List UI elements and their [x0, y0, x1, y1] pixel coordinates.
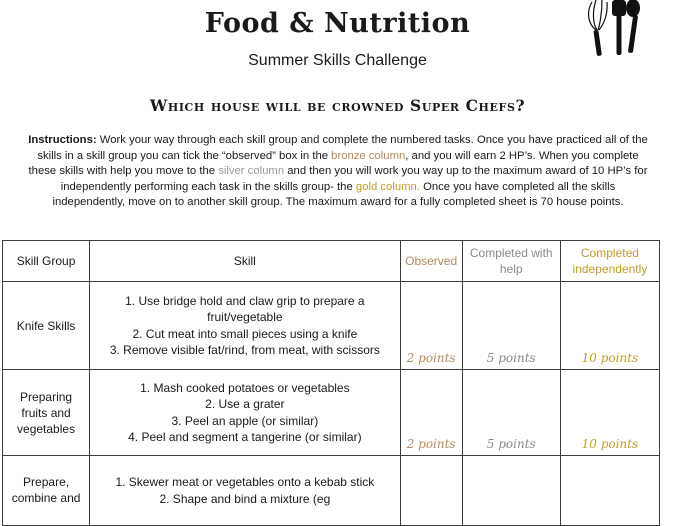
header-observed: Observed	[400, 241, 462, 282]
instructions-text-4: Once you have completed all the skills independently, move on to another skill group. The maximum award for a fully completed sheet is 70 house points.	[52, 180, 624, 209]
instructions-label: Instructions:	[28, 134, 97, 146]
bronze-column-text: bronze column	[331, 149, 406, 162]
skill-item: 2. Shape and bind a mixture (eg	[159, 491, 331, 506]
with-help-points-box[interactable]: 5 points	[462, 370, 560, 456]
header-completed-independently: Completed independently	[560, 241, 659, 282]
gold-column-text: gold column.	[355, 180, 420, 193]
observed-points-box[interactable]: 2 points	[400, 282, 462, 370]
silver-column-text: silver column	[218, 165, 285, 178]
with-help-points-box[interactable]	[462, 456, 560, 526]
skill-group-name: Prepare, combine and	[3, 456, 90, 526]
skill-list-cell	[90, 370, 400, 456]
skill-list-cell	[90, 456, 400, 526]
skill-item: 3. Remove visible fat/rind, from meat, with scissors	[109, 343, 380, 357]
skill-group-name: Preparing fruits and vegetables	[3, 370, 90, 456]
table-header-row	[3, 241, 660, 282]
skills-table	[2, 240, 660, 526]
page-subtitle: Summer Skills Challenge	[248, 52, 427, 69]
table-row	[3, 370, 660, 456]
skill-item: 2. Use a grater	[205, 397, 285, 411]
skill-item: 3. Peel an apple (or similar)	[171, 413, 319, 428]
kitchen-utensils-icon	[578, 0, 642, 60]
observed-points-box[interactable]: 2 points	[400, 370, 462, 456]
instructions-text-3: and then you will work you way up to the maximum award of 10 HP’s for independently performing each task in the skills group- the	[60, 165, 648, 193]
skill-item: 1. Mash cooked potatoes or vegetables	[140, 380, 350, 395]
skill-item: 1. Use bridge hold and claw grip to prepare a fruit/vegetable	[125, 293, 365, 324]
skill-item: 4. Peel and segment a tangerine (or similar)	[128, 430, 362, 444]
instructions-text-2: , and you will earn 2 HP’s. When you complete these skills with help you move to the	[28, 149, 639, 178]
skill-item: 1. Skewer meat or vegetables onto a kebab stick	[115, 475, 375, 489]
challenge-question: Which house will be crowned Super Chefs?	[149, 96, 526, 115]
skill-group-name: Knife Skills	[3, 282, 90, 370]
independently-points-box[interactable]: 10 points	[560, 282, 659, 370]
independently-points-box[interactable]	[560, 456, 659, 526]
header-skill: Skill	[90, 241, 400, 282]
header-completed-with-help: Completed with help	[462, 241, 560, 282]
instructions-paragraph	[28, 133, 648, 211]
independently-points-box[interactable]: 10 points	[560, 370, 659, 456]
table-row	[3, 456, 660, 526]
skill-item: 2. Cut meat into small pieces using a knife	[132, 326, 358, 341]
page-title: Food & Nutrition	[204, 8, 471, 39]
header-skill-group: Skill Group	[3, 241, 90, 282]
with-help-points-box[interactable]: 5 points	[462, 282, 560, 370]
table-row	[3, 282, 660, 370]
instructions-text-1: Work your way through each skill group and complete the numbered tasks. Once you have practiced all of the skills in a skill group you can tick the “observed” box in the	[37, 134, 648, 162]
skill-list-cell	[90, 282, 400, 370]
observed-points-box[interactable]	[400, 456, 462, 526]
